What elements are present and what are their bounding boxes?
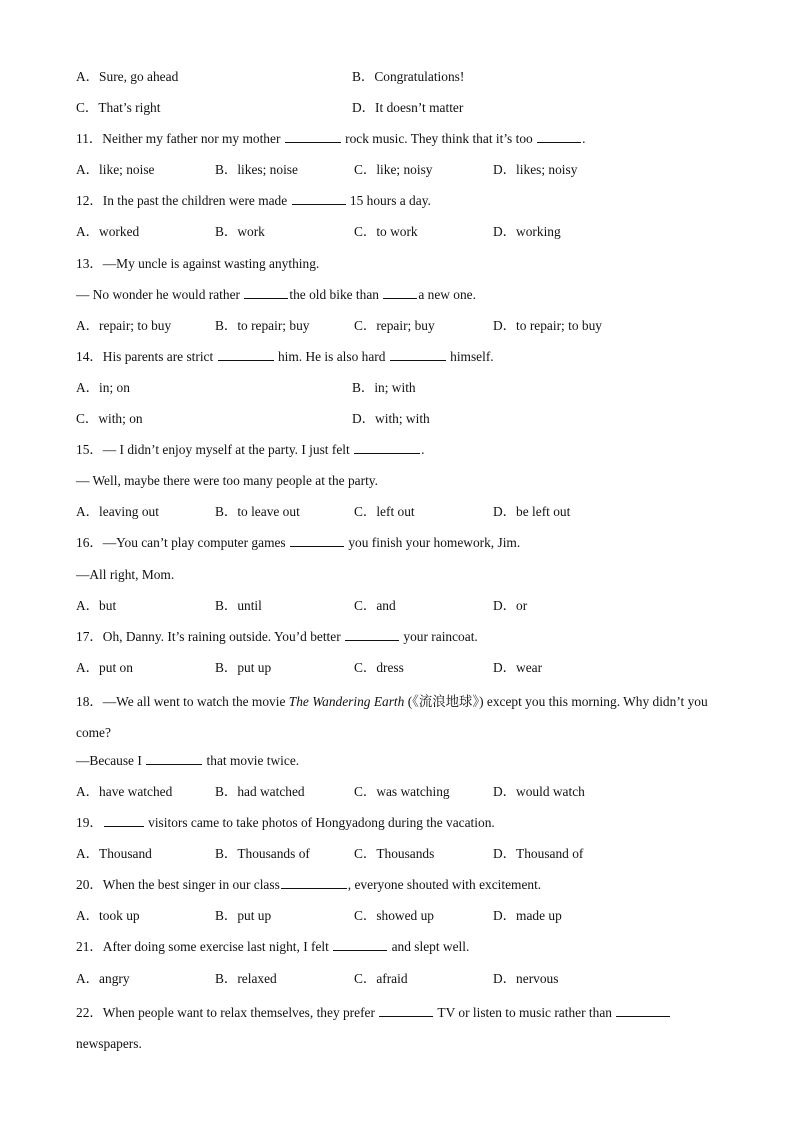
question-number: 13． [76, 255, 103, 271]
option-c: C．That’s right [76, 100, 161, 116]
option-d: D．nervous [493, 970, 559, 986]
question-number: 18． [76, 693, 103, 709]
option-b: B．put up [215, 659, 272, 675]
option-b: B．work [215, 224, 265, 240]
question-21 [76, 934, 716, 965]
question-13-response [76, 282, 716, 313]
option-c: C．left out [354, 504, 415, 520]
option-a: A．Thousand [76, 846, 152, 862]
option-b: B．until [215, 597, 262, 613]
question-text: (《流浪地球》) except you this morning. Why didn’t you come? [76, 693, 708, 740]
option-d: D．wear [493, 659, 543, 675]
question-number: 22． [76, 1004, 103, 1020]
option-a: A．Sure, go ahead [76, 69, 179, 84]
question-text: —My uncle is against wasting anything. [102, 255, 320, 271]
answer-blank [218, 346, 274, 361]
question-number: 16． [76, 535, 103, 551]
question-text: your raincoat. [403, 628, 478, 644]
question-16 [76, 530, 716, 561]
option-d: D．with; with [352, 411, 430, 427]
q20-options [76, 903, 716, 934]
option-a: A．repair; to buy [76, 317, 172, 333]
question-text: In the past the children were made [102, 193, 288, 209]
question-text: you finish your homework, Jim. [348, 535, 521, 551]
q14-options-row2 [76, 406, 716, 437]
option-b: B．in; with [352, 379, 416, 395]
answer-blank [390, 346, 446, 361]
option-c: C．Thousands [354, 846, 435, 862]
answer-blank [292, 190, 346, 205]
question-text: —You can’t play computer games [102, 535, 286, 551]
question-text: rock music. They think that it’s too [345, 131, 533, 147]
question-number: 15． [76, 442, 103, 458]
question-18 [76, 686, 716, 748]
option-b: B．Congratulations! [352, 69, 465, 84]
question-text: When the best singer in our class [102, 877, 280, 893]
q21-options [76, 966, 716, 997]
question-text: Neither my father nor my mother [102, 131, 281, 147]
option-a: A．like; noise [76, 162, 155, 178]
question-text: him. He is also hard [277, 348, 386, 364]
question-text: —We all went to watch the movie [102, 693, 286, 709]
q14-options-row1 [76, 375, 716, 406]
option-b: B．put up [215, 908, 272, 924]
option-a: A．have watched [76, 783, 173, 799]
answer-blank [616, 1002, 670, 1017]
question-text: , everyone shouted with excitement. [347, 877, 542, 893]
question-text: —All right, Mom. [76, 566, 175, 582]
movie-title: The Wandering Earth [288, 693, 405, 709]
option-d: D．would watch [493, 783, 585, 799]
question-15 [76, 437, 716, 468]
question-text: — I didn’t enjoy myself at the party. I just felt [102, 442, 350, 458]
option-b: B．to leave out [215, 504, 300, 520]
question-text: and slept well. [391, 939, 470, 955]
question-12 [76, 188, 716, 219]
answer-blank [354, 439, 420, 454]
answer-blank [104, 812, 144, 827]
question-number: 21． [76, 939, 103, 955]
question-text: When people want to relax themselves, they prefer [102, 1004, 375, 1020]
option-c: C．repair; buy [354, 317, 435, 333]
question-text: that movie twice. [206, 752, 300, 768]
question-text: His parents are strict [102, 348, 214, 364]
answer-blank [285, 128, 341, 143]
option-a: A．leaving out [76, 504, 159, 520]
option-c: C．like; noisy [354, 162, 433, 178]
question-11 [76, 126, 716, 157]
q10-options-row2 [76, 95, 716, 126]
q13-options [76, 313, 716, 344]
option-d: D．or [493, 597, 528, 613]
question-text: TV or listen to music rather than [437, 1004, 612, 1020]
option-d: D．It doesn’t matter [352, 100, 464, 116]
option-d: D．made up [493, 908, 562, 924]
question-17 [76, 624, 716, 655]
option-a: A．angry [76, 970, 130, 986]
question-16-response [76, 562, 716, 593]
option-d: D．Thousand of [493, 846, 584, 862]
option-c: C．with; on [76, 411, 143, 427]
question-text: . [421, 442, 425, 458]
option-b: B．to repair; buy [215, 317, 310, 333]
option-d: D．be left out [493, 504, 571, 520]
answer-blank [146, 750, 202, 765]
question-text: himself. [450, 348, 494, 364]
question-text: . [582, 131, 586, 147]
question-15-response [76, 468, 716, 499]
option-b: B．had watched [215, 783, 305, 799]
option-d: D．likes; noisy [493, 162, 578, 178]
question-19 [76, 810, 716, 841]
option-a: A．but [76, 597, 117, 613]
question-text: —Because I [76, 752, 142, 768]
question-text: Oh, Danny. It’s raining outside. You’d better [102, 628, 341, 644]
question-number: 20． [76, 877, 103, 893]
question-number: 11． [76, 131, 103, 147]
option-c: C．afraid [354, 970, 408, 986]
question-text: 15 hours a day. [349, 193, 431, 209]
answer-blank [333, 936, 387, 951]
answer-blank [290, 532, 344, 547]
option-b: B．Thousands of [215, 846, 310, 862]
question-number: 19． [76, 815, 103, 831]
q17-options [76, 655, 716, 686]
question-text: After doing some exercise last night, I felt [102, 939, 329, 955]
option-a: A．in; on [76, 379, 130, 395]
option-c: C．and [354, 597, 396, 613]
question-13 [76, 251, 716, 282]
option-a: A．put on [76, 659, 133, 675]
question-22 [76, 997, 716, 1059]
option-d: D．working [493, 224, 561, 240]
option-a: A．took up [76, 908, 140, 924]
question-text: a new one. [418, 286, 476, 302]
question-text: — No wonder he would rather [76, 286, 240, 302]
q12-options [76, 219, 716, 250]
q15-options [76, 499, 716, 530]
answer-blank [281, 874, 347, 889]
question-text: newspapers. [76, 1035, 142, 1051]
option-a: A．worked [76, 224, 140, 240]
option-c: C．showed up [354, 908, 434, 924]
option-b: B．relaxed [215, 970, 277, 986]
answer-blank [244, 284, 288, 299]
question-text: the old bike than [289, 286, 379, 302]
question-14 [76, 344, 716, 375]
q11-options [76, 157, 716, 188]
option-c: C．dress [354, 659, 404, 675]
q19-options [76, 841, 716, 872]
question-number: 14． [76, 348, 103, 364]
option-b: B．likes; noise [215, 162, 298, 178]
question-number: 12． [76, 193, 103, 209]
answer-blank [537, 128, 581, 143]
question-text: — Well, maybe there were too many people at the party. [76, 473, 378, 489]
question-18-response [76, 748, 716, 779]
exam-page [76, 64, 716, 1059]
answer-blank [383, 284, 417, 299]
answer-blank [379, 1002, 433, 1017]
q10-options-row1 [76, 64, 716, 95]
question-20 [76, 872, 716, 903]
q18-options [76, 779, 716, 810]
question-text: visitors came to take photos of Hongyadong during the vacation. [148, 815, 495, 831]
question-number: 17． [76, 628, 103, 644]
option-c: C．was watching [354, 783, 450, 799]
option-d: D．to repair; to buy [493, 317, 602, 333]
q16-options [76, 593, 716, 624]
answer-blank [345, 626, 399, 641]
option-c: C．to work [354, 224, 418, 240]
